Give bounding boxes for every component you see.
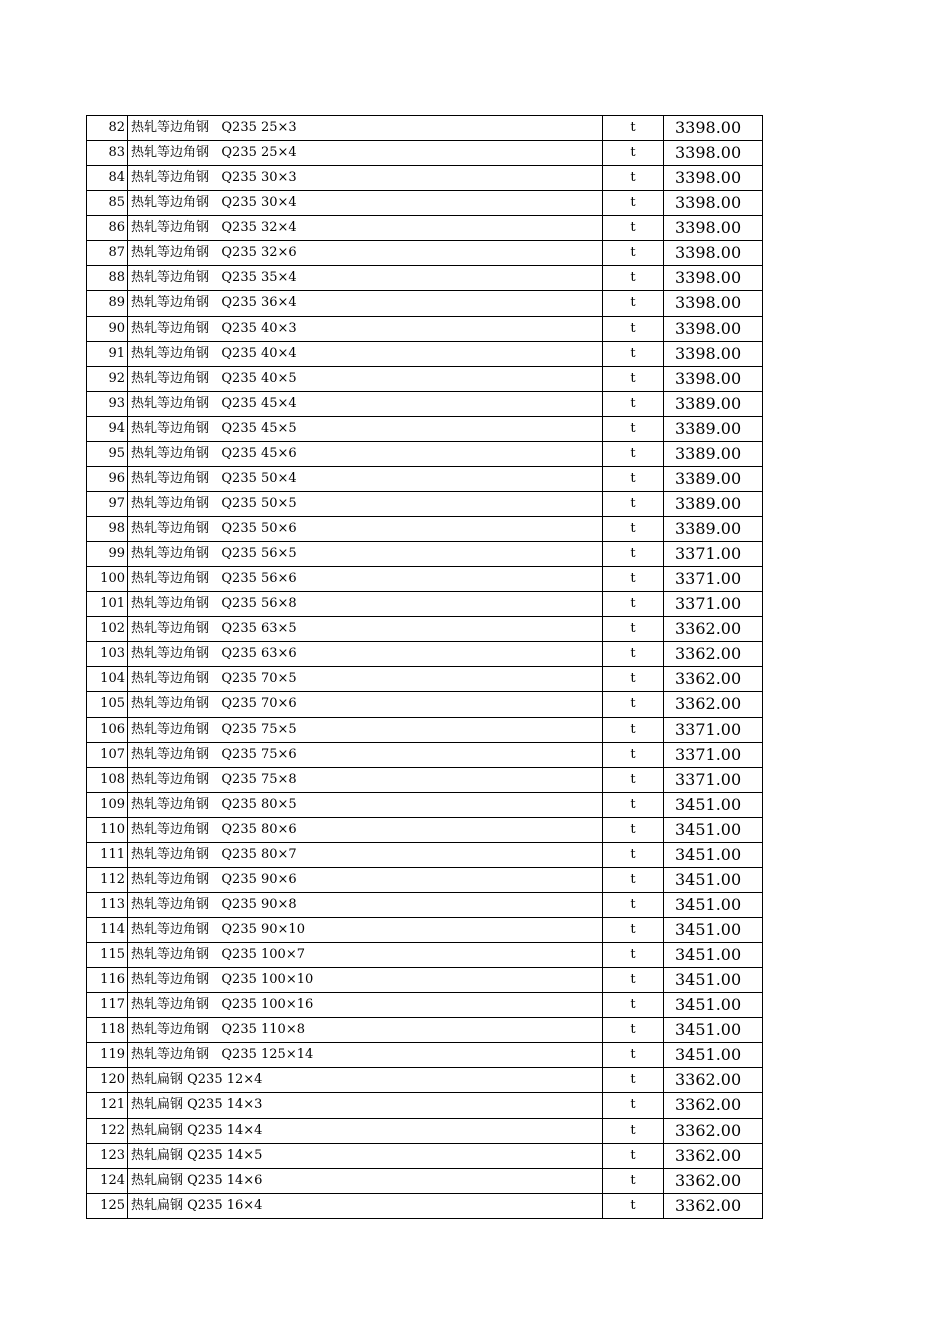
item-name-cell[interactable]: 热轧等边角钢 Q235 90×8: [128, 892, 603, 917]
table-row: [87, 817, 763, 842]
table-row: [87, 441, 763, 466]
price-cell[interactable]: 3451.00: [664, 918, 763, 943]
unit-cell[interactable]: t: [603, 792, 664, 817]
price-cell[interactable]: 3362.00: [664, 1093, 763, 1118]
row-number-cell[interactable]: 125: [87, 1193, 128, 1218]
item-name-cell[interactable]: 热轧等边角钢 Q235 110×8: [128, 1018, 603, 1043]
unit-cell[interactable]: t: [603, 617, 664, 642]
row-number-cell[interactable]: 97: [87, 491, 128, 516]
price-cell[interactable]: 3371.00: [664, 742, 763, 767]
price-cell[interactable]: 3398.00: [664, 166, 763, 191]
price-cell[interactable]: 3398.00: [664, 216, 763, 241]
price-cell[interactable]: 3389.00: [664, 517, 763, 542]
table-row: [87, 567, 763, 592]
item-name-cell[interactable]: 热轧等边角钢 Q235 75×5: [128, 717, 603, 742]
item-name-cell[interactable]: 热轧等边角钢 Q235 50×4: [128, 466, 603, 491]
table-row: [87, 466, 763, 491]
table-row: [87, 993, 763, 1018]
table-row: [87, 341, 763, 366]
table-row: [87, 241, 763, 266]
row-number-cell[interactable]: 108: [87, 767, 128, 792]
item-name-cell[interactable]: 热轧等边角钢 Q235 50×5: [128, 491, 603, 516]
row-number-cell[interactable]: 101: [87, 592, 128, 617]
unit-cell[interactable]: t: [603, 817, 664, 842]
unit-cell[interactable]: t: [603, 667, 664, 692]
row-number-cell[interactable]: 103: [87, 642, 128, 667]
unit-cell[interactable]: t: [603, 466, 664, 491]
unit-cell[interactable]: t: [603, 1168, 664, 1193]
unit-cell[interactable]: t: [603, 416, 664, 441]
item-name-cell[interactable]: 热轧等边角钢 Q235 63×6: [128, 642, 603, 667]
item-name-cell[interactable]: 热轧扁钢 Q235 16×4: [128, 1193, 603, 1218]
item-name-cell[interactable]: 热轧扁钢 Q235 14×4: [128, 1118, 603, 1143]
table-row: [87, 517, 763, 542]
row-number-cell[interactable]: 114: [87, 918, 128, 943]
price-cell[interactable]: 3362.00: [664, 1118, 763, 1143]
row-number-cell[interactable]: 92: [87, 366, 128, 391]
item-name-cell[interactable]: 热轧扁钢 Q235 14×3: [128, 1093, 603, 1118]
unit-cell[interactable]: t: [603, 1068, 664, 1093]
unit-cell[interactable]: t: [603, 742, 664, 767]
item-name-cell[interactable]: 热轧等边角钢 Q235 100×7: [128, 943, 603, 968]
price-cell[interactable]: 3398.00: [664, 366, 763, 391]
row-number-cell[interactable]: 109: [87, 792, 128, 817]
price-cell[interactable]: 3389.00: [664, 416, 763, 441]
table-row: [87, 542, 763, 567]
price-cell[interactable]: 3362.00: [664, 1193, 763, 1218]
price-cell[interactable]: 3451.00: [664, 943, 763, 968]
row-number-cell[interactable]: 96: [87, 466, 128, 491]
row-number-cell[interactable]: 86: [87, 216, 128, 241]
table-row: [87, 491, 763, 516]
table-row: [87, 366, 763, 391]
price-cell[interactable]: 3398.00: [664, 141, 763, 166]
price-cell[interactable]: 3451.00: [664, 817, 763, 842]
item-name-cell[interactable]: 热轧扁钢 Q235 14×5: [128, 1143, 603, 1168]
row-number-cell[interactable]: 95: [87, 441, 128, 466]
unit-cell[interactable]: t: [603, 116, 664, 141]
unit-cell[interactable]: t: [603, 842, 664, 867]
item-name-cell[interactable]: 热轧等边角钢 Q235 56×6: [128, 567, 603, 592]
item-name-cell[interactable]: 热轧等边角钢 Q235 56×8: [128, 592, 603, 617]
item-name-cell[interactable]: 热轧扁钢 Q235 14×6: [128, 1168, 603, 1193]
table-row: [87, 767, 763, 792]
table-row: [87, 1068, 763, 1093]
item-name-cell[interactable]: 热轧等边角钢 Q235 40×4: [128, 341, 603, 366]
table-row: [87, 792, 763, 817]
unit-cell[interactable]: t: [603, 642, 664, 667]
table-row: [87, 1193, 763, 1218]
unit-cell[interactable]: t: [603, 517, 664, 542]
unit-cell[interactable]: t: [603, 1093, 664, 1118]
item-name-cell[interactable]: 热轧等边角钢 Q235 80×5: [128, 792, 603, 817]
price-cell[interactable]: 3362.00: [664, 667, 763, 692]
unit-cell[interactable]: t: [603, 567, 664, 592]
price-table: [86, 115, 763, 1219]
price-cell[interactable]: 3398.00: [664, 191, 763, 216]
price-cell[interactable]: 3398.00: [664, 241, 763, 266]
table-row: [87, 1168, 763, 1193]
unit-cell[interactable]: t: [603, 692, 664, 717]
row-number-cell[interactable]: 118: [87, 1018, 128, 1043]
table-row: [87, 416, 763, 441]
table-row: [87, 592, 763, 617]
row-number-cell[interactable]: 116: [87, 968, 128, 993]
table-row: [87, 266, 763, 291]
item-name-cell[interactable]: 热轧等边角钢 Q235 90×6: [128, 867, 603, 892]
price-cell[interactable]: 3398.00: [664, 316, 763, 341]
unit-cell[interactable]: t: [603, 316, 664, 341]
item-name-cell[interactable]: 热轧等边角钢 Q235 63×5: [128, 617, 603, 642]
row-number-cell[interactable]: 113: [87, 892, 128, 917]
price-table-body: [87, 116, 763, 1219]
unit-cell[interactable]: t: [603, 993, 664, 1018]
unit-cell[interactable]: t: [603, 491, 664, 516]
price-cell[interactable]: 3451.00: [664, 993, 763, 1018]
table-row: [87, 943, 763, 968]
item-name-cell[interactable]: 热轧等边角钢 Q235 56×5: [128, 542, 603, 567]
unit-cell[interactable]: t: [603, 1043, 664, 1068]
row-number-cell[interactable]: 102: [87, 617, 128, 642]
row-number-cell[interactable]: 84: [87, 166, 128, 191]
table-row: [87, 191, 763, 216]
price-cell[interactable]: 3389.00: [664, 491, 763, 516]
unit-cell[interactable]: t: [603, 1143, 664, 1168]
item-name-cell[interactable]: 热轧等边角钢 Q235 40×3: [128, 316, 603, 341]
unit-cell[interactable]: t: [603, 943, 664, 968]
table-row: [87, 166, 763, 191]
price-cell[interactable]: 3362.00: [664, 642, 763, 667]
table-row: [87, 316, 763, 341]
row-number-cell[interactable]: 91: [87, 341, 128, 366]
unit-cell[interactable]: t: [603, 1193, 664, 1218]
table-row: [87, 918, 763, 943]
item-name-cell[interactable]: 热轧等边角钢 Q235 75×6: [128, 742, 603, 767]
price-cell[interactable]: 3451.00: [664, 842, 763, 867]
item-name-cell[interactable]: 热轧等边角钢 Q235 75×8: [128, 767, 603, 792]
item-name-cell[interactable]: 热轧等边角钢 Q235 45×5: [128, 416, 603, 441]
row-number-cell[interactable]: 112: [87, 867, 128, 892]
row-number-cell[interactable]: 106: [87, 717, 128, 742]
row-number-cell[interactable]: 99: [87, 542, 128, 567]
table-row: [87, 842, 763, 867]
unit-cell[interactable]: t: [603, 241, 664, 266]
row-number-cell[interactable]: 107: [87, 742, 128, 767]
row-number-cell[interactable]: 110: [87, 817, 128, 842]
item-name-cell[interactable]: 热轧等边角钢 Q235 30×3: [128, 166, 603, 191]
table-row: [87, 1143, 763, 1168]
item-name-cell[interactable]: 热轧等边角钢 Q235 25×4: [128, 141, 603, 166]
row-number-cell[interactable]: 82: [87, 116, 128, 141]
row-number-cell[interactable]: 115: [87, 943, 128, 968]
price-cell[interactable]: 3451.00: [664, 792, 763, 817]
table-row: [87, 1018, 763, 1043]
price-cell[interactable]: 3451.00: [664, 1043, 763, 1068]
row-number-cell[interactable]: 90: [87, 316, 128, 341]
price-cell[interactable]: 3398.00: [664, 266, 763, 291]
item-name-cell[interactable]: 热轧等边角钢 Q235 70×6: [128, 692, 603, 717]
price-cell[interactable]: 3371.00: [664, 567, 763, 592]
table-row: [87, 141, 763, 166]
unit-cell[interactable]: t: [603, 216, 664, 241]
price-cell[interactable]: 3362.00: [664, 1143, 763, 1168]
row-number-cell[interactable]: 120: [87, 1068, 128, 1093]
item-name-cell[interactable]: 热轧扁钢 Q235 12×4: [128, 1068, 603, 1093]
row-number-cell[interactable]: 85: [87, 191, 128, 216]
row-number-cell[interactable]: 88: [87, 266, 128, 291]
item-name-cell[interactable]: 热轧等边角钢 Q235 45×4: [128, 391, 603, 416]
table-row: [87, 216, 763, 241]
table-row: [87, 968, 763, 993]
price-cell[interactable]: 3451.00: [664, 1018, 763, 1043]
unit-cell[interactable]: t: [603, 366, 664, 391]
item-name-cell[interactable]: 热轧等边角钢 Q235 125×14: [128, 1043, 603, 1068]
unit-cell[interactable]: t: [603, 391, 664, 416]
unit-cell[interactable]: t: [603, 291, 664, 316]
row-number-cell[interactable]: 87: [87, 241, 128, 266]
price-cell[interactable]: 3362.00: [664, 1068, 763, 1093]
unit-cell[interactable]: t: [603, 191, 664, 216]
unit-cell[interactable]: t: [603, 542, 664, 567]
price-cell[interactable]: 3371.00: [664, 767, 763, 792]
price-cell[interactable]: 3371.00: [664, 542, 763, 567]
row-number-cell[interactable]: 111: [87, 842, 128, 867]
row-number-cell[interactable]: 124: [87, 1168, 128, 1193]
price-cell[interactable]: 3451.00: [664, 892, 763, 917]
unit-cell[interactable]: t: [603, 892, 664, 917]
price-cell[interactable]: 3389.00: [664, 391, 763, 416]
row-number-cell[interactable]: 83: [87, 141, 128, 166]
row-number-cell[interactable]: 89: [87, 291, 128, 316]
table-row: [87, 692, 763, 717]
unit-cell[interactable]: t: [603, 767, 664, 792]
row-number-cell[interactable]: 105: [87, 692, 128, 717]
price-cell[interactable]: 3451.00: [664, 867, 763, 892]
item-name-cell[interactable]: 热轧等边角钢 Q235 40×5: [128, 366, 603, 391]
item-name-cell[interactable]: 热轧等边角钢 Q235 25×3: [128, 116, 603, 141]
price-cell[interactable]: 3371.00: [664, 717, 763, 742]
unit-cell[interactable]: t: [603, 266, 664, 291]
unit-cell[interactable]: t: [603, 592, 664, 617]
row-number-cell[interactable]: 104: [87, 667, 128, 692]
row-number-cell[interactable]: 98: [87, 517, 128, 542]
table-row: [87, 1043, 763, 1068]
table-row: [87, 892, 763, 917]
unit-cell[interactable]: t: [603, 717, 664, 742]
item-name-cell[interactable]: 热轧等边角钢 Q235 90×10: [128, 918, 603, 943]
row-number-cell[interactable]: 93: [87, 391, 128, 416]
item-name-cell[interactable]: 热轧等边角钢 Q235 80×6: [128, 817, 603, 842]
table-row: [87, 667, 763, 692]
row-number-cell[interactable]: 94: [87, 416, 128, 441]
price-cell[interactable]: 3389.00: [664, 441, 763, 466]
price-cell[interactable]: 3362.00: [664, 1168, 763, 1193]
table-row: [87, 116, 763, 141]
table-row: [87, 617, 763, 642]
item-name-cell[interactable]: 热轧等边角钢 Q235 30×4: [128, 191, 603, 216]
price-cell[interactable]: 3398.00: [664, 341, 763, 366]
price-cell[interactable]: 3451.00: [664, 968, 763, 993]
table-row: [87, 391, 763, 416]
row-number-cell[interactable]: 117: [87, 993, 128, 1018]
unit-cell[interactable]: t: [603, 341, 664, 366]
table-row: [87, 1118, 763, 1143]
item-name-cell[interactable]: 热轧等边角钢 Q235 45×6: [128, 441, 603, 466]
row-number-cell[interactable]: 121: [87, 1093, 128, 1118]
item-name-cell[interactable]: 热轧等边角钢 Q235 32×4: [128, 216, 603, 241]
unit-cell[interactable]: t: [603, 166, 664, 191]
price-cell[interactable]: 3389.00: [664, 466, 763, 491]
unit-cell[interactable]: t: [603, 918, 664, 943]
item-name-cell[interactable]: 热轧等边角钢 Q235 80×7: [128, 842, 603, 867]
table-row: [87, 1093, 763, 1118]
item-name-cell[interactable]: 热轧等边角钢 Q235 100×16: [128, 993, 603, 1018]
price-cell[interactable]: 3398.00: [664, 291, 763, 316]
item-name-cell[interactable]: 热轧等边角钢 Q235 35×4: [128, 266, 603, 291]
row-number-cell[interactable]: 123: [87, 1143, 128, 1168]
item-name-cell[interactable]: 热轧等边角钢 Q235 50×6: [128, 517, 603, 542]
price-cell[interactable]: 3362.00: [664, 692, 763, 717]
unit-cell[interactable]: t: [603, 441, 664, 466]
price-cell[interactable]: 3362.00: [664, 617, 763, 642]
item-name-cell[interactable]: 热轧等边角钢 Q235 32×6: [128, 241, 603, 266]
item-name-cell[interactable]: 热轧等边角钢 Q235 70×5: [128, 667, 603, 692]
row-number-cell[interactable]: 122: [87, 1118, 128, 1143]
row-number-cell[interactable]: 100: [87, 567, 128, 592]
item-name-cell[interactable]: 热轧等边角钢 Q235 100×10: [128, 968, 603, 993]
table-row: [87, 867, 763, 892]
row-number-cell[interactable]: 119: [87, 1043, 128, 1068]
item-name-cell[interactable]: 热轧等边角钢 Q235 36×4: [128, 291, 603, 316]
table-row: [87, 291, 763, 316]
unit-cell[interactable]: t: [603, 141, 664, 166]
unit-cell[interactable]: t: [603, 1018, 664, 1043]
unit-cell[interactable]: t: [603, 1118, 664, 1143]
table-row: [87, 742, 763, 767]
price-cell[interactable]: 3398.00: [664, 116, 763, 141]
unit-cell[interactable]: t: [603, 867, 664, 892]
price-cell[interactable]: 3371.00: [664, 592, 763, 617]
unit-cell[interactable]: t: [603, 968, 664, 993]
table-row: [87, 717, 763, 742]
table-row: [87, 642, 763, 667]
